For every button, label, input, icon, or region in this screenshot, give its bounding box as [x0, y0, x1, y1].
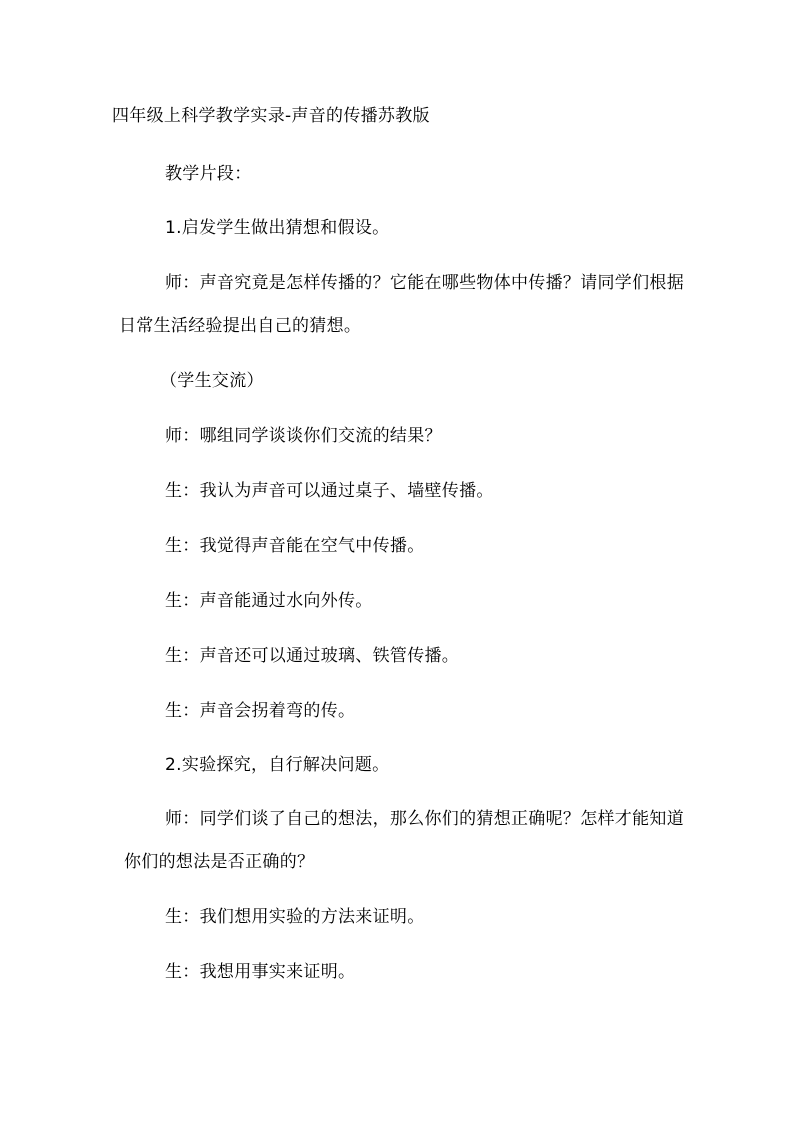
paragraph: （学生交流） [160, 371, 264, 391]
paragraph: 生：我觉得声音能在空气中传播。 [165, 536, 425, 556]
document-title: 四年级上科学教学实录-声音的传播苏教版 [112, 106, 430, 126]
paragraph-continuation: 你们的想法是否正确的？ [124, 852, 315, 872]
paragraph: 师：同学们谈了自己的想法，那么你们的猜想正确呢？怎样才能知道 [165, 809, 684, 829]
paragraph: 生：声音能通过水向外传。 [165, 591, 373, 611]
paragraph: 教学片段： [165, 164, 252, 184]
paragraph: 生：声音会拐着弯的传。 [165, 701, 356, 721]
paragraph: 师：声音究竟是怎样传播的？它能在哪些物体中传播？请同学们根据 [165, 273, 684, 293]
paragraph: 1.启发学生做出猜想和假设。 [165, 218, 390, 238]
paragraph: 师：哪组同学谈谈你们交流的结果？ [165, 426, 442, 446]
paragraph: 生：我认为声音可以通过桌子、墙壁传播。 [165, 481, 494, 501]
paragraph: 生：我想用事实来证明。 [165, 962, 356, 982]
paragraph: 2.实验探究，自行解决问题。 [165, 755, 390, 775]
paragraph: 生：声音还可以通过玻璃、铁管传播。 [165, 646, 460, 666]
paragraph-continuation: 日常生活经验提出自己的猜想。 [119, 316, 362, 336]
paragraph: 生：我们想用实验的方法来证明。 [165, 907, 425, 927]
